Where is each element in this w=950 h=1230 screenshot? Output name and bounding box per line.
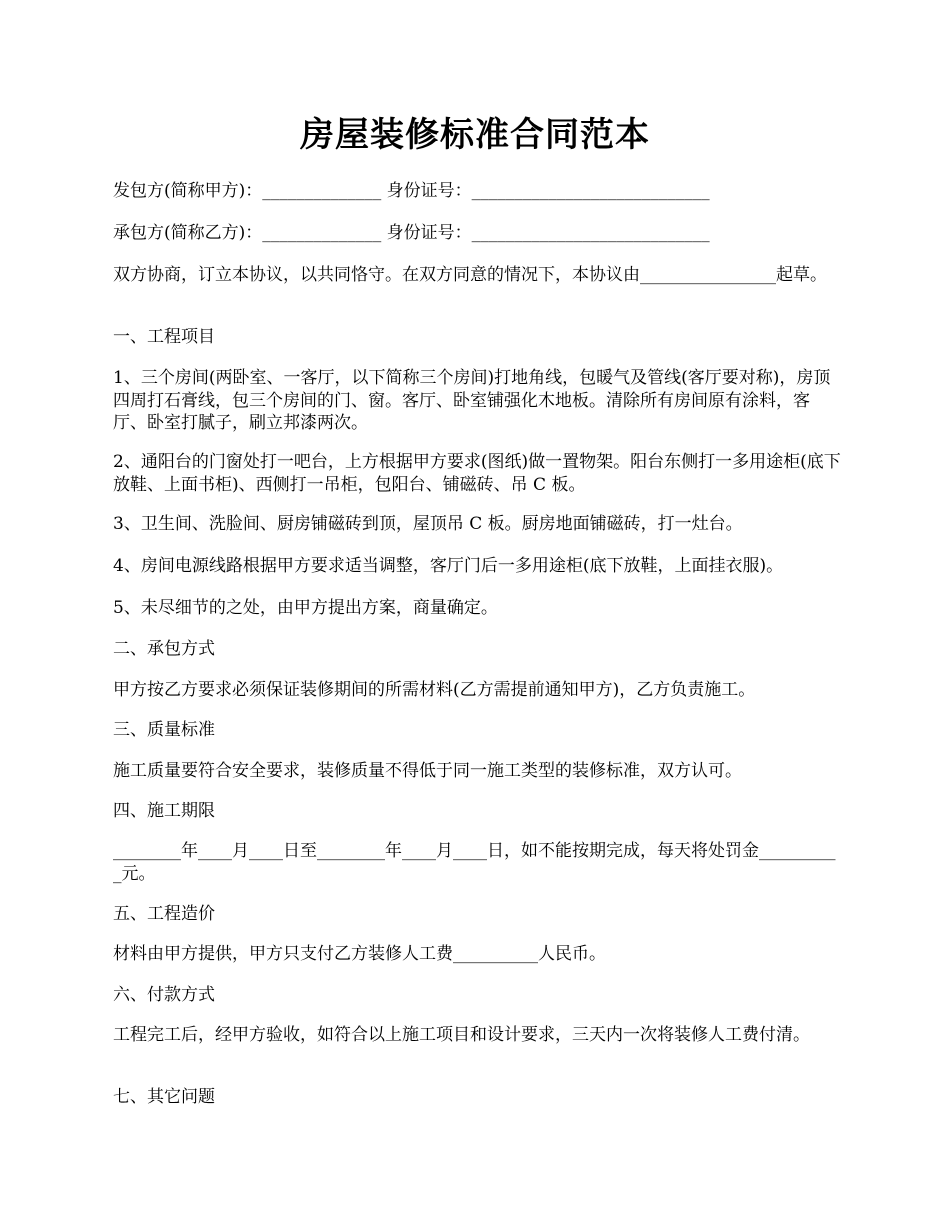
cost-text: 材料由甲方提供，甲方只支付乙方装修人工费__________人民币。 [113,944,606,964]
quality-text: 施工质量要符合安全要求，装修质量不得低于同一施工类型的装修标准，双方认可。 [113,761,742,781]
section-heading-3: 三、质量标准 [113,720,215,740]
section-heading-4: 四、施工期限 [113,801,215,821]
section-heading-6: 六、付款方式 [113,985,215,1005]
section-heading-7: 七、其它问题 [113,1087,215,1107]
clause-4: 4、房间电源线路根据甲方要求适当调整，客厅门后一多用途柜(底下放鞋，上面挂衣服)。 [113,556,784,576]
party-b-line: 承包方(简称乙方)：______________ 身份证号：____________________________ [113,223,710,243]
payment-text: 工程完工后，经甲方验收，如符合以上施工项目和设计要求，三天内一次将装修人工费付清。 [113,1025,810,1045]
party-a-line: 发包方(简称甲方)：______________ 身份证号：____________________________ [113,181,710,201]
section-heading-1: 一、工程项目 [113,327,215,347]
contract-method-text: 甲方按乙方要求必须保证装修期间的所需材料(乙方需提前通知甲方)，乙方负责施工。 [113,680,756,700]
section-heading-2: 二、承包方式 [113,639,215,659]
section-heading-5: 五、工程造价 [113,904,215,924]
clause-2: 2、通阳台的门窗处打一吧台，上方根据甲方要求(图纸)做一置物架。阳台东侧打一多用途柜(底下放鞋、上面书柜)、西侧打一吊柜，包阳台、铺磁砖、吊 C 板。 [113,452,841,495]
clause-1: 1、三个房间(两卧室、一客厅，以下简称三个房间)打地角线，包暖气及管线(客厅要对称)，房顶四周打石膏线，包三个房间的门、窗。客厅、卧室铺强化木地板。清除所有房间原有涂料，客厅、卧室打腻子，刷立邦漆两次。 [113,368,831,433]
clause-3: 3、卫生间、洗脸间、厨房铺磁砖到顶，屋顶吊 C 板。厨房地面铺磁砖，打一灶台。 [113,514,743,534]
clause-5: 5、未尽细节的之处，由甲方提出方案，商量确定。 [113,598,498,618]
intro-paragraph: 双方协商，订立本协议，以共同恪守。在双方同意的情况下，本协议由________________起草。 [113,265,827,285]
schedule-text: ________年____月____日至________年____月____日，如不能按期完成，每天将处罚金__________元。 [113,841,836,884]
page-title: 房屋装修标准合同范本 [300,115,650,155]
